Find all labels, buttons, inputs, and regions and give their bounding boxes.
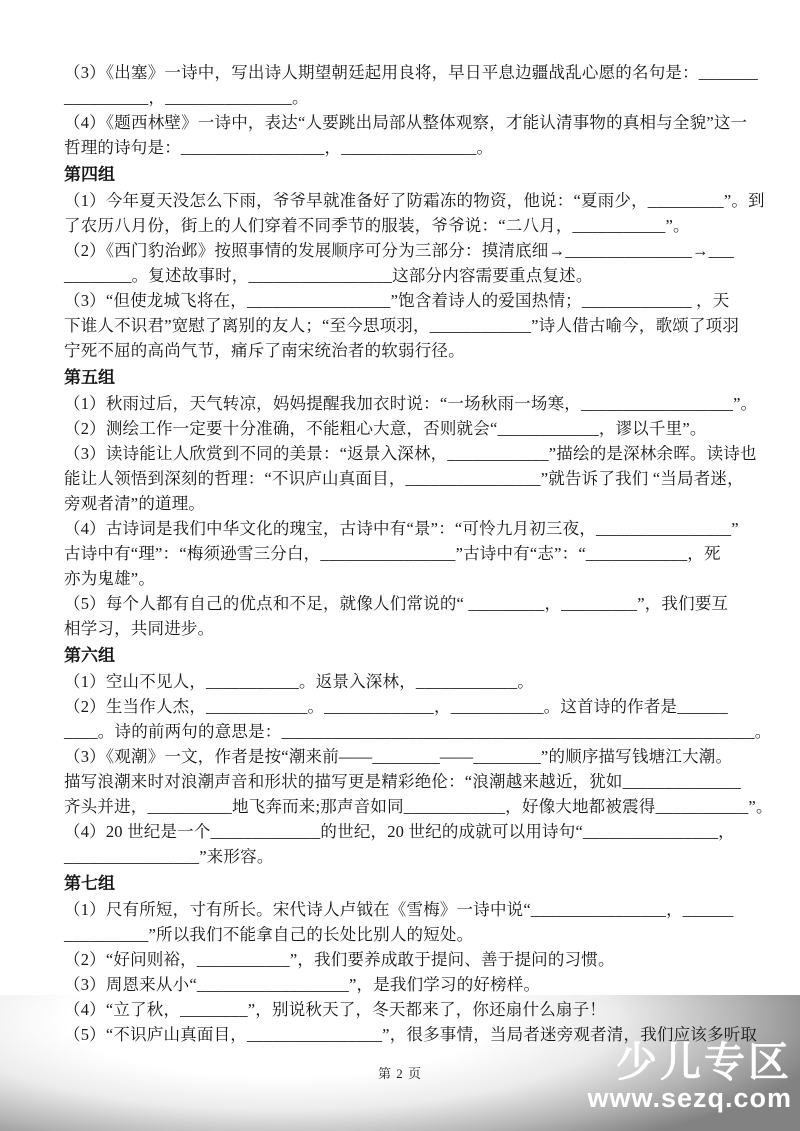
text-line: 哲理的诗句是：_________________，________________。 — [64, 138, 494, 157]
text-line: __________，_______________。 — [64, 88, 309, 107]
text-line: （1）空山不见人，___________。返景入深林，____________。 — [64, 672, 534, 691]
text-line: （3）《出塞》一诗中，写出诗人期望朝廷起用良将，早日平息边疆战乱心愿的名句是：_______ — [64, 63, 758, 82]
text-line: （1）尺有所短，寸有所长。宋代诗人卢钺在《雪梅》一诗中说“________________，______ — [64, 900, 734, 919]
text-line: __________”所以我们不能拿自己的长处比别人的短处。 — [64, 925, 474, 944]
text-line: 齐头并进，__________地飞奔而来;那声音如同____________，好像大地都被震得___________”。 — [64, 797, 773, 816]
text-line: ____。诗的前两句的意思是：________________________________________________________。 — [64, 722, 772, 741]
text-line: 亦为鬼雄”。 — [64, 569, 156, 588]
text-line: 旁观者清”的道理。 — [64, 494, 206, 513]
text-line: （4）《题西林壁》一诗中，表达“人要跳出局部从整体观察，才能认清事物的真相与全貌”这一 — [64, 113, 748, 132]
section-heading: 第七组 — [64, 874, 115, 893]
text-line: （5）每个人都有自己的优点和不足，就像人们常说的“ _________，_________”，我们要互 — [64, 594, 729, 613]
section-heading: 第六组 — [64, 646, 115, 665]
text-line: （5）“不识庐山真面目，________________”，很多事情，当局者迷旁观者清，我们应该多听取 — [64, 1025, 758, 1044]
watermark-site-name: 少儿专区 — [616, 1039, 792, 1085]
text-line: （2）“好问则裕，___________”，我们要养成敢于提问、善于提问的习惯。 — [64, 950, 615, 969]
watermark-site-url: www.sezq.com — [587, 1083, 792, 1113]
text-line: 能让人领悟到深刻的哲理：“不识庐山真面目，________________”就告诉了我们 “当局者迷， — [64, 469, 744, 488]
text-line: （4）“立了秋，________”，别说秋天了，冬天都来了，你还扇什么扇子！ — [64, 1000, 606, 1019]
section-heading: 第四组 — [64, 165, 115, 184]
text-line: 描写浪潮来时对浪潮声音和形状的描写更是精彩绝伦：“浪潮越来越近，犹如______________ — [64, 772, 741, 791]
text-line: ________________”来形容。 — [64, 847, 274, 866]
watermark-logo — [587, 1040, 792, 1113]
text-line: （4）20 世纪是一个_____________的世纪，20 世纪的成就可以用诗句“________________， — [64, 822, 735, 841]
text-line: （1）今年夏天没怎么下雨，爷爷早就准备好了防霜冻的物资，他说：“夏雨少，_________”。到 — [64, 191, 765, 210]
text-line: 相学习，共同进步。 — [64, 619, 215, 638]
text-line: 宁死不屈的高尚气节，痛斥了南宋统治者的软弱行径。 — [64, 341, 465, 360]
text-line: ________。复述故事时，_________________这部分内容需要重点复述。 — [64, 266, 593, 285]
text-line: （3）读诗能让人欣赏到不同的美景：“返景入深林，____________”描绘的是深林余晖。读诗也 — [64, 444, 757, 463]
section-heading: 第五组 — [64, 368, 115, 387]
text-line: （2）测绘工作一定要十分准确，不能粗心大意，否则就会“____________，谬以千里”。 — [64, 419, 707, 438]
text-line: （2）《西门豹治邺》按照事情的发展顺序可分为三部分：摸清底细→_______________→___ — [64, 241, 734, 260]
text-line: 下谁人不识君”宽慰了离别的友人；“至今思项羽，____________”诗人借古喻今，歌颂了项羽 — [64, 316, 740, 335]
text-line: （3）周恩来从小“__________________”，是我们学习的好榜样。 — [64, 975, 541, 994]
document-body — [64, 60, 773, 1047]
page-number: 第 2 页 — [377, 1066, 422, 1081]
text-line: （3）《观潮》一文，作者是按“潮来前——________——________”的顺序描写钱塘江大潮。 — [64, 747, 733, 766]
text-line: （3）“但使龙城飞将在，_________________”饱含着诗人的爱国热情；_____________ ，天 — [64, 291, 730, 310]
text-line: 了农历八月份，街上的人们穿着不同季节的服装，爷爷说：“二八月，___________”。 — [64, 216, 690, 235]
text-line: 古诗中有“理”：“梅须逊雪三分白，________________”古诗中有“志”：“____________，死 — [64, 544, 721, 563]
text-line: （1）秋雨过后，天气转凉，妈妈提醒我加衣时说：“一场秋雨一场寒，__________________”。 — [64, 394, 758, 413]
text-line: （2）生当作人杰，____________。_____________，___________。这首诗的作者是______ — [64, 697, 728, 716]
text-line: （4）古诗词是我们中华文化的瑰宝，古诗中有“景”：“可怜九月初三夜，________________” — [64, 519, 739, 538]
